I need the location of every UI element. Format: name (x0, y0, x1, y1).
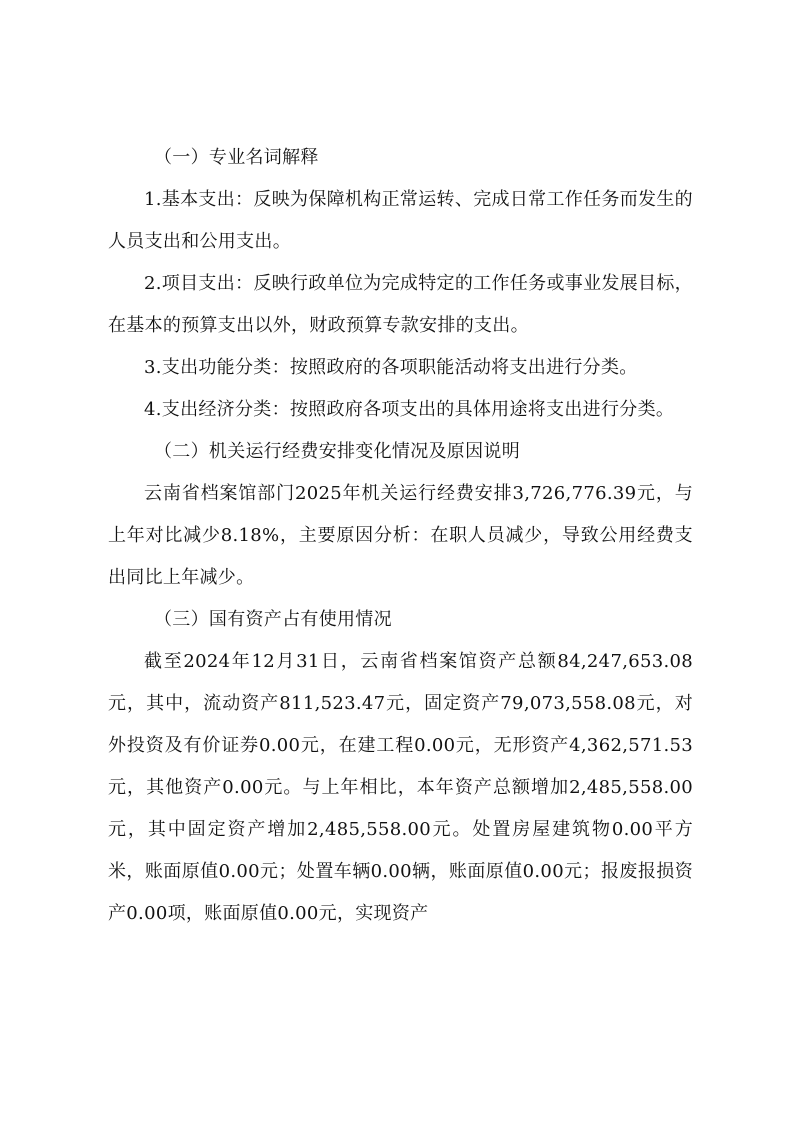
term-project-expenditure: 2.项目支出：反映行政单位为完成特定的工作任务或事业发展目标，在基本的预算支出以外，财政预算专款安排的支出。 (108, 273, 693, 336)
section-heading-terms: （一）专业名词解释 (154, 147, 319, 168)
state-assets-paragraph: 截至2024年12月31日，云南省档案馆资产总额84,247,653.08元，其中，流动资产811,523.47元，固定资产79,073,558.08元，对外投资及有价证券0.00元，在建工程0.00元，无形资产4,362,571.53元，其他资产0.00元。与上年相比，本年资产总额增加2,485,558.00元，其中固定资产增加2,485,558.00元。处置房屋建筑物0.00平方米，账面原值0.00元；处置车辆0.00辆，账面原值0.00元；报废报损资产0.00项，账面原值0.00元，实现资产 (108, 651, 693, 924)
document-body (108, 137, 693, 935)
operating-funds-paragraph: 云南省档案馆部门2025年机关运行经费安排3,726,776.39元，与上年对比减少8.18%，主要原因分析：在职人员减少，导致公用经费支出同比上年减少。 (108, 483, 693, 588)
term-basic-expenditure: 1.基本支出：反映为保障机构正常运转、完成日常工作任务而发生的人员支出和公用支出。 (108, 189, 693, 252)
term-functional-classification: 3.支出功能分类：按照政府的各项职能活动将支出进行分类。 (144, 357, 638, 378)
section-heading-operating-funds: （二）机关运行经费安排变化情况及原因说明 (154, 441, 520, 462)
term-economic-classification: 4.支出经济分类：按照政府各项支出的具体用途将支出进行分类。 (144, 399, 675, 420)
section-heading-state-assets: （三）国有资产占有使用情况 (154, 609, 392, 630)
